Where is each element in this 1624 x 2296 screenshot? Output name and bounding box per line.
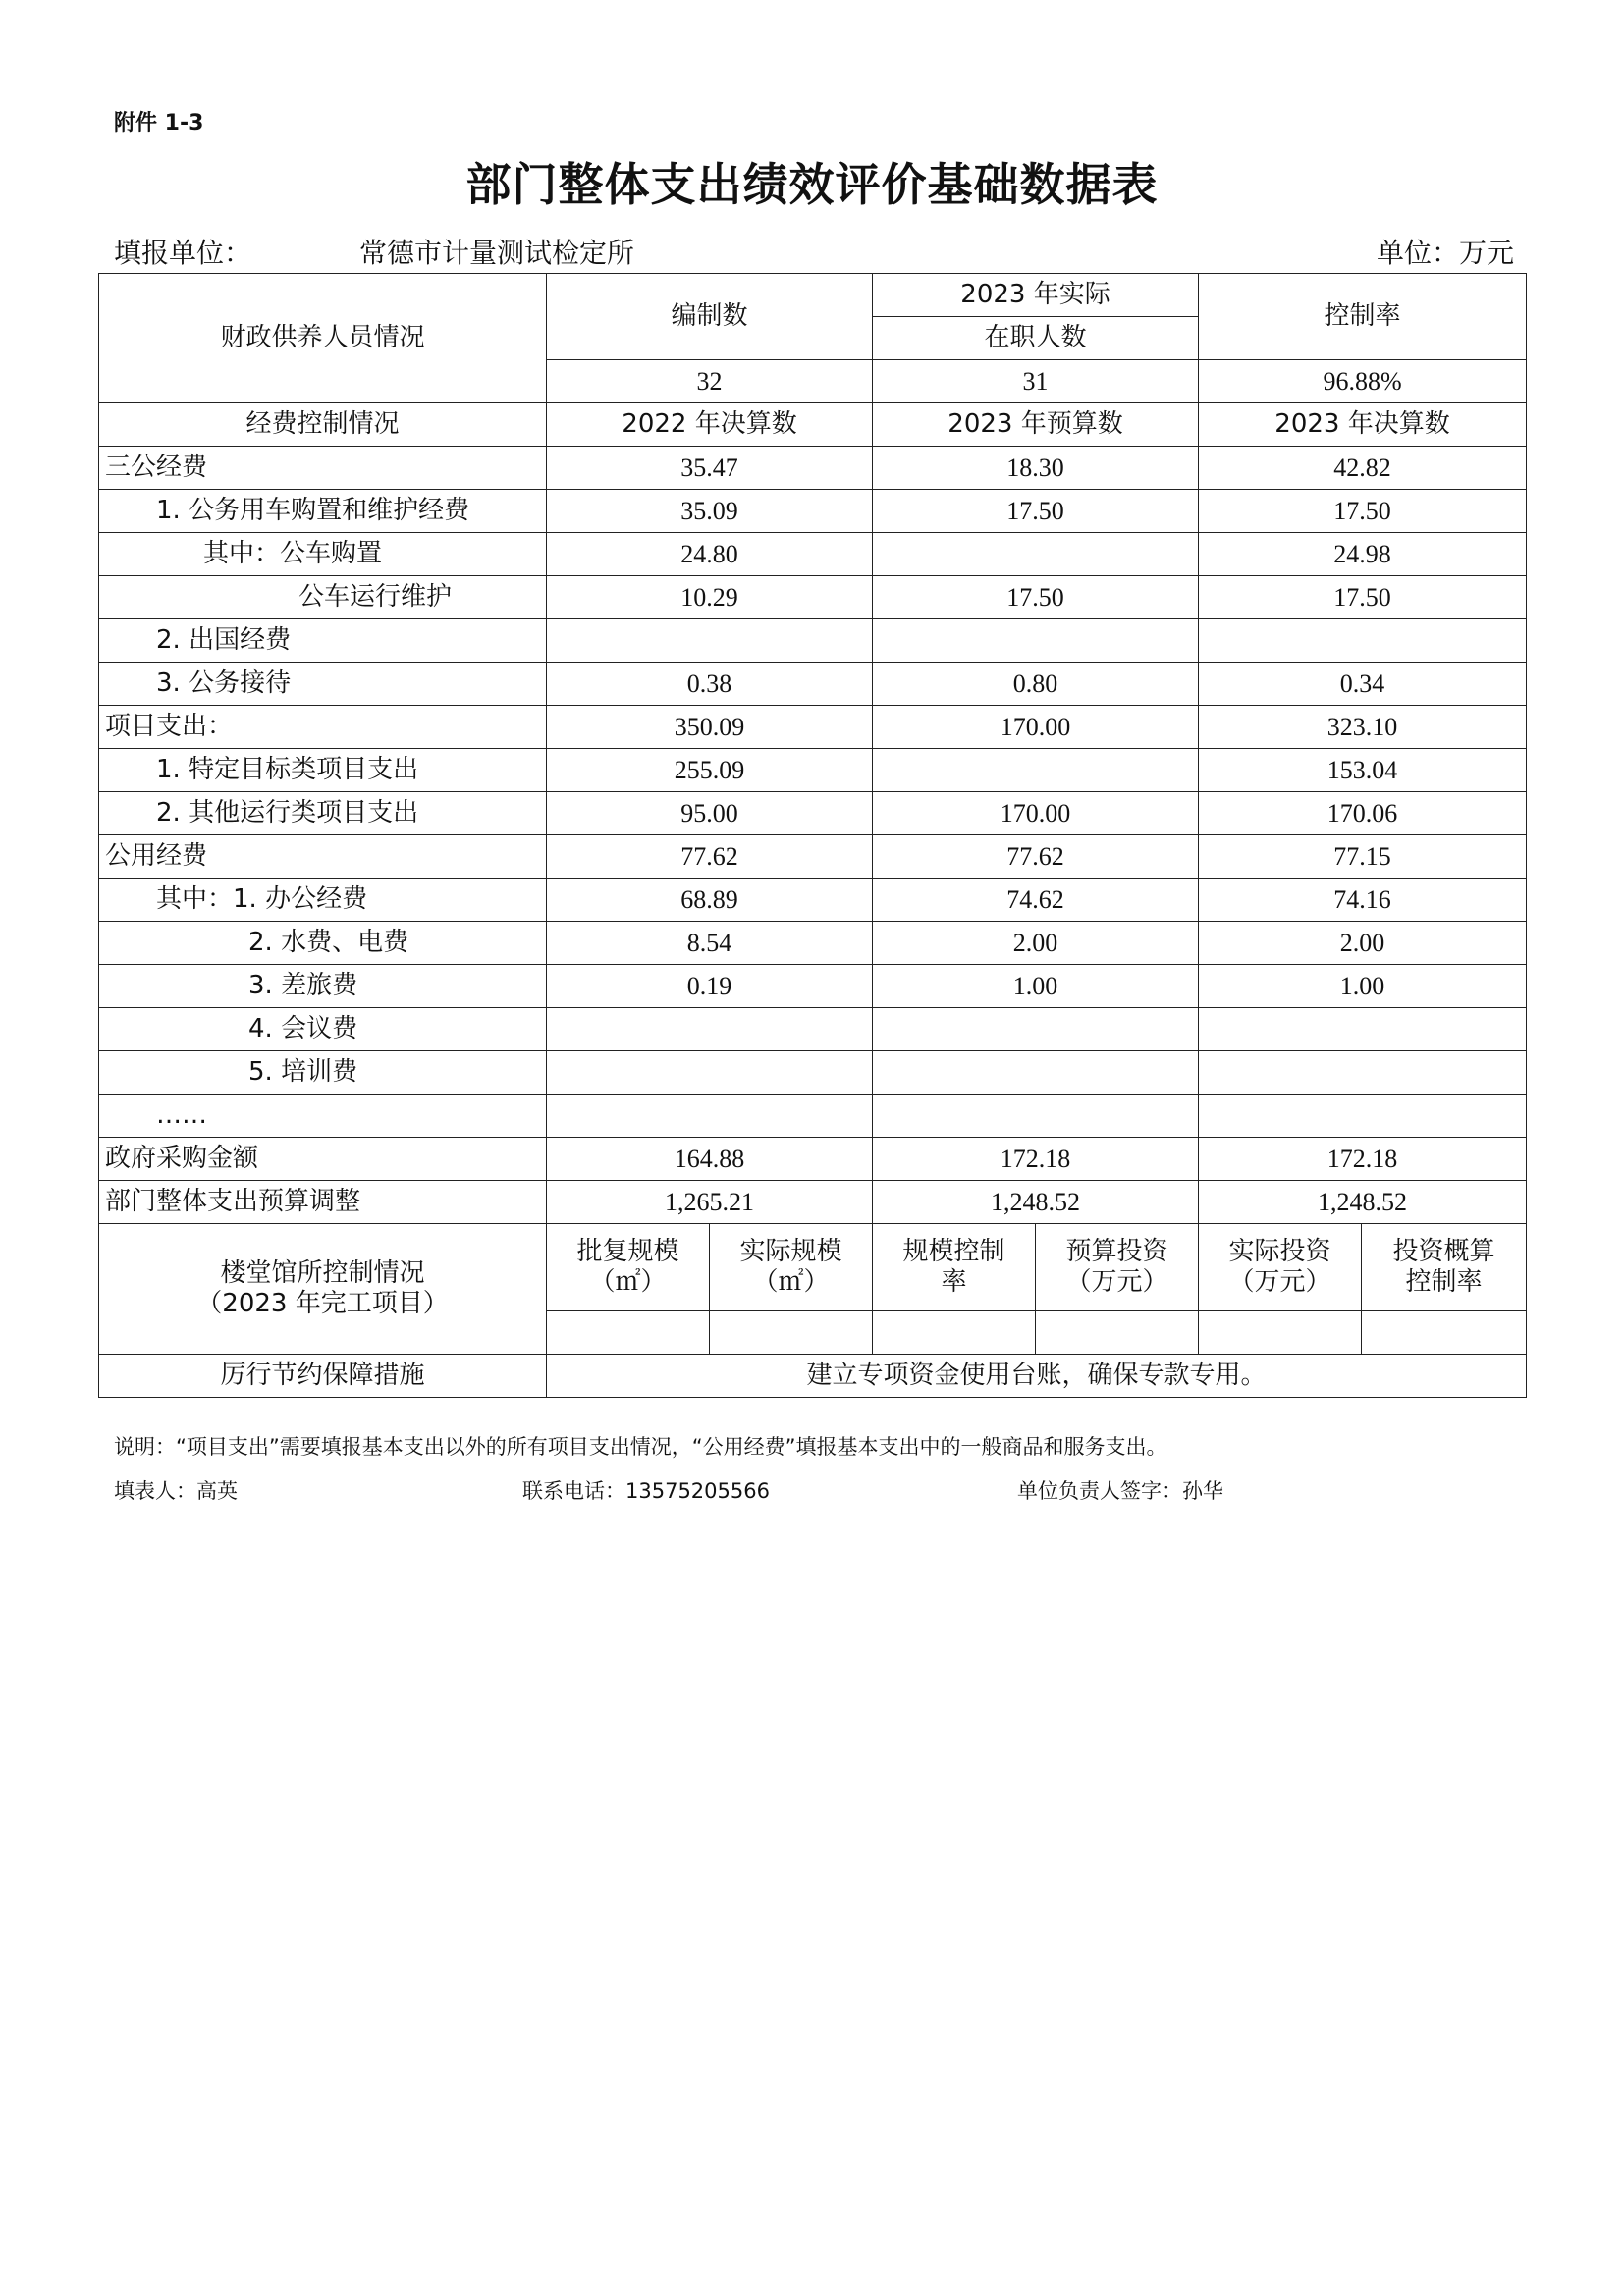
building-actual-invest-value: [1199, 1311, 1362, 1355]
row-2022-final: 10.29: [547, 576, 873, 619]
expense-header-row: [99, 403, 1527, 447]
row-2022-final: 350.09: [547, 706, 873, 749]
table-row: [99, 879, 1527, 922]
row-2022-final: 77.62: [547, 835, 873, 879]
row-2022-final: [547, 1095, 873, 1138]
table-row: [99, 1095, 1527, 1138]
header-line: 规模控制: [902, 1236, 1005, 1266]
building-invest-rate-value: [1362, 1311, 1527, 1355]
table-row: [99, 1181, 1527, 1224]
row-2023-budget: [873, 1095, 1199, 1138]
expense-header-label: 经费控制情况: [99, 403, 547, 447]
footnote: 说明：“项目支出”需要填报基本支出以外的所有项目支出情况，“公用经费”填报基本支出中的一般商品和服务支出。: [114, 1435, 1167, 1459]
header-line: 实际投资: [1228, 1236, 1331, 1266]
staff-quota-value: 32: [547, 360, 873, 403]
row-2023-budget: 170.00: [873, 792, 1199, 835]
header-line: 率: [941, 1267, 967, 1297]
staff-onduty-header: 在职人数: [873, 317, 1199, 360]
row-2023-final: 17.50: [1199, 576, 1527, 619]
filler-name: 填表人：高英: [114, 1479, 238, 1503]
building-actual-invest-header: [1199, 1224, 1362, 1311]
row-label: 2. 出国经费: [99, 619, 547, 663]
row-2023-final: 24.98: [1199, 533, 1527, 576]
header-line: 批复规模: [576, 1236, 679, 1266]
row-2023-final: [1199, 619, 1527, 663]
building-budget-invest-header: [1036, 1224, 1199, 1311]
row-2023-final: 74.16: [1199, 879, 1527, 922]
row-label: 政府采购金额: [99, 1138, 547, 1181]
table-row: [99, 619, 1527, 663]
staff-rate-value: 96.88%: [1199, 360, 1527, 403]
row-2023-final: 77.15: [1199, 835, 1527, 879]
building-actual-scale-value: [710, 1311, 873, 1355]
row-2023-final: [1199, 1095, 1527, 1138]
table-row: [99, 835, 1527, 879]
header-line: 预算投资: [1065, 1236, 1168, 1266]
row-2022-final: 164.88: [547, 1138, 873, 1181]
row-2022-final: 68.89: [547, 879, 873, 922]
row-2022-final: 0.38: [547, 663, 873, 706]
row-label: 2. 其他运行类项目支出: [99, 792, 547, 835]
table-row: [99, 490, 1527, 533]
row-2023-final: 170.06: [1199, 792, 1527, 835]
row-2023-budget: [873, 619, 1199, 663]
table-row: [99, 533, 1527, 576]
row-label: 2. 水费、电费: [99, 922, 547, 965]
row-label: 项目支出：: [99, 706, 547, 749]
row-2023-final: 1.00: [1199, 965, 1527, 1008]
staff-quota-header: 编制数: [547, 274, 873, 360]
row-label: 其中：1. 办公经费: [99, 879, 547, 922]
row-label: 公用经费: [99, 835, 547, 879]
building-label-line2: （2023 年完工项目）: [196, 1289, 449, 1318]
row-2023-budget: [873, 533, 1199, 576]
row-2022-final: 8.54: [547, 922, 873, 965]
staff-header-row: [99, 274, 1527, 317]
saving-label: 厉行节约保障措施: [99, 1355, 547, 1398]
row-2022-final: 95.00: [547, 792, 873, 835]
building-invest-rate-header: [1362, 1224, 1527, 1311]
row-2022-final: 35.47: [547, 447, 873, 490]
row-2023-budget: 0.80: [873, 663, 1199, 706]
building-approved-scale-value: [547, 1311, 710, 1355]
row-2023-final: 153.04: [1199, 749, 1527, 792]
row-2022-final: [547, 619, 873, 663]
reporting-unit-name: 常德市计量测试检定所: [359, 237, 635, 269]
table-row: [99, 576, 1527, 619]
row-2023-final: 172.18: [1199, 1138, 1527, 1181]
row-label: 3. 公务接待: [99, 663, 547, 706]
building-approved-scale-header: [547, 1224, 710, 1311]
row-label: 4. 会议费: [99, 1008, 547, 1051]
building-budget-invest-value: [1036, 1311, 1199, 1355]
row-2023-budget: 17.50: [873, 576, 1199, 619]
building-header-row: [99, 1224, 1527, 1311]
row-2023-budget: 1,248.52: [873, 1181, 1199, 1224]
performance-data-table: [98, 273, 1527, 1398]
row-2023-budget: 18.30: [873, 447, 1199, 490]
table-row: [99, 922, 1527, 965]
table-row: [99, 1051, 1527, 1095]
table-row: [99, 749, 1527, 792]
row-label: 部门整体支出预算调整: [99, 1181, 547, 1224]
row-label: 1. 公务用车购置和维护经费: [99, 490, 547, 533]
building-label: [99, 1224, 547, 1355]
table-row: [99, 706, 1527, 749]
row-2023-final: 0.34: [1199, 663, 1527, 706]
contact-phone: 联系电话：13575205566: [522, 1479, 770, 1503]
reporting-unit-label: 填报单位：: [114, 237, 252, 269]
row-2022-final: 255.09: [547, 749, 873, 792]
header-line: （㎡）: [752, 1267, 830, 1297]
row-2023-budget: 172.18: [873, 1138, 1199, 1181]
row-2023-final: 323.10: [1199, 706, 1527, 749]
row-2023-budget: [873, 749, 1199, 792]
row-2022-final: [547, 1051, 873, 1095]
table-row: [99, 965, 1527, 1008]
table-row: [99, 1008, 1527, 1051]
building-actual-scale-header: [710, 1224, 873, 1311]
header-line: （万元）: [1228, 1267, 1331, 1297]
saving-value: 建立专项资金使用台账，确保专款专用。: [547, 1355, 1527, 1398]
row-2022-final: 35.09: [547, 490, 873, 533]
building-scale-rate-header: [873, 1224, 1036, 1311]
header-line: 投资概算: [1392, 1236, 1495, 1266]
table-row: [99, 1138, 1527, 1181]
row-label: ……: [99, 1095, 547, 1138]
money-unit: 单位：万元: [1376, 237, 1514, 269]
staff-label: 财政供养人员情况: [99, 274, 547, 403]
row-2023-final: [1199, 1051, 1527, 1095]
header-line: （㎡）: [589, 1267, 667, 1297]
row-2023-final: 1,248.52: [1199, 1181, 1527, 1224]
table-row: [99, 792, 1527, 835]
row-2023-budget: [873, 1008, 1199, 1051]
row-label: 三公经费: [99, 447, 547, 490]
row-2023-budget: 74.62: [873, 879, 1199, 922]
header-line: （万元）: [1065, 1267, 1168, 1297]
staff-rate-header: 控制率: [1199, 274, 1527, 360]
row-2023-budget: [873, 1051, 1199, 1095]
staff-onduty-value: 31: [873, 360, 1199, 403]
row-label: 公车运行维护: [99, 576, 547, 619]
staff-year-header: 2023 年实际: [873, 274, 1199, 317]
table-row: [99, 663, 1527, 706]
row-2023-budget: 77.62: [873, 835, 1199, 879]
expense-header-2022-final: 2022 年决算数: [547, 403, 873, 447]
row-2023-budget: 17.50: [873, 490, 1199, 533]
saving-row: [99, 1355, 1527, 1398]
row-2023-budget: 170.00: [873, 706, 1199, 749]
row-2023-final: 2.00: [1199, 922, 1527, 965]
row-label: 1. 特定目标类项目支出: [99, 749, 547, 792]
row-2022-final: 0.19: [547, 965, 873, 1008]
row-2022-final: [547, 1008, 873, 1051]
row-2023-budget: 2.00: [873, 922, 1199, 965]
leader-signature: 单位负责人签字：孙华: [1017, 1479, 1223, 1503]
page-title: 部门整体支出绩效评价基础数据表: [465, 158, 1159, 211]
building-scale-rate-value: [873, 1311, 1036, 1355]
row-2023-final: 17.50: [1199, 490, 1527, 533]
expense-header-2023-final: 2023 年决算数: [1199, 403, 1527, 447]
row-label: 3. 差旅费: [99, 965, 547, 1008]
row-2023-final: 42.82: [1199, 447, 1527, 490]
building-label-line1: 楼堂馆所控制情况: [220, 1257, 425, 1288]
table-row: [99, 447, 1527, 490]
row-2023-budget: 1.00: [873, 965, 1199, 1008]
expense-header-2023-budget: 2023 年预算数: [873, 403, 1199, 447]
row-2023-final: [1199, 1008, 1527, 1051]
row-2022-final: 24.80: [547, 533, 873, 576]
attachment-number: 附件 1-3: [114, 111, 204, 135]
header-line: 实际规模: [739, 1236, 842, 1266]
row-2022-final: 1,265.21: [547, 1181, 873, 1224]
row-label: 5. 培训费: [99, 1051, 547, 1095]
row-label: 其中：公车购置: [99, 533, 547, 576]
header-line: 控制率: [1405, 1267, 1483, 1297]
